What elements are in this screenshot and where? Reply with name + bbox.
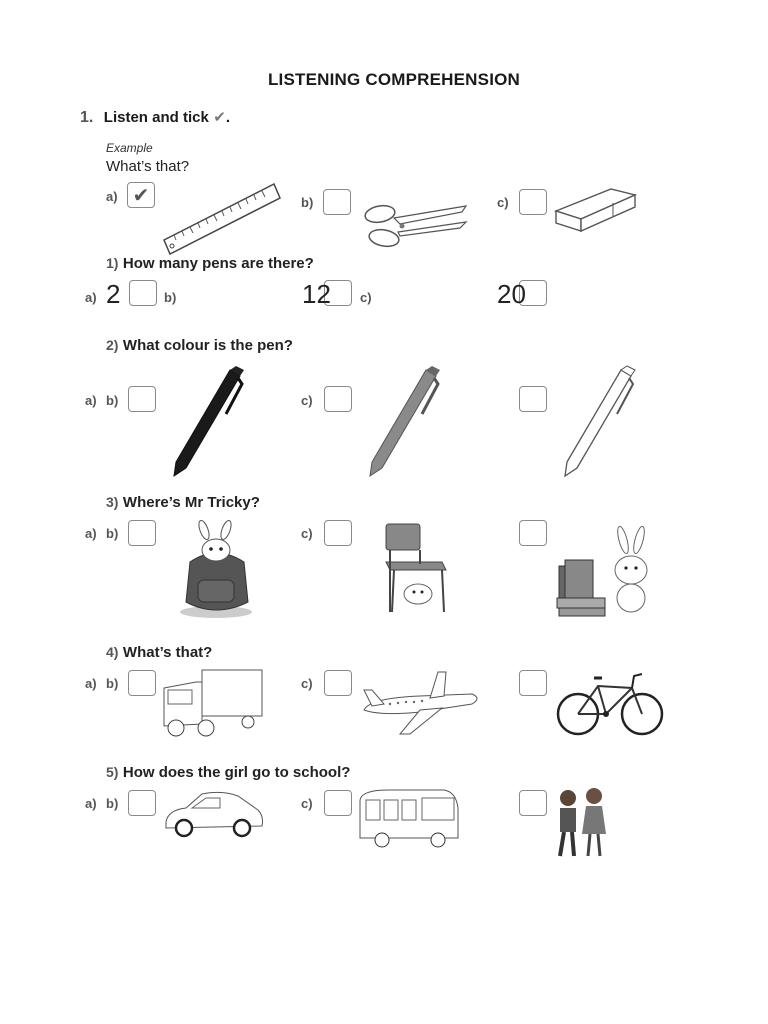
- exercise-heading: [80, 108, 230, 127]
- q4-label-a: a): [85, 676, 97, 691]
- ruler-icon: [160, 182, 285, 257]
- walking-children-icon: [552, 786, 614, 862]
- q2-label-a: a): [85, 393, 97, 408]
- q5-label-c: c): [301, 796, 313, 811]
- question-2: [106, 337, 293, 355]
- q2-checkbox-a[interactable]: [128, 386, 156, 412]
- rabbit-in-backpack-icon: [176, 522, 256, 620]
- rabbit-under-chair-icon: [380, 522, 452, 616]
- q5-label-a: a): [85, 796, 97, 811]
- q1-option-a-number: 2: [106, 279, 121, 309]
- example-label: Example: [106, 141, 153, 155]
- truck-icon: [162, 668, 266, 738]
- example-label-c: c): [497, 195, 509, 210]
- bicycle-icon: [554, 668, 666, 736]
- rabbit-beside-books-icon: [555, 526, 661, 620]
- car-icon: [162, 788, 266, 840]
- question-5: [106, 764, 350, 782]
- q1-option-b-number: 12: [302, 279, 331, 309]
- gray-pen-icon: [364, 364, 444, 480]
- q3-label-c: c): [301, 526, 313, 541]
- q3-label-b: b): [106, 526, 119, 541]
- question-2-number: 2): [106, 337, 119, 353]
- check-icon: ✔: [132, 184, 150, 207]
- page-title: LISTENING COMPREHENSION: [267, 70, 521, 89]
- question-1-text: How many pens are there?: [122, 255, 314, 272]
- exercise-instruction: Listen and tick: [103, 109, 209, 126]
- question-4: [106, 644, 212, 662]
- q1-option-c-number: 20: [497, 279, 526, 309]
- example-question: What’s that?: [106, 158, 190, 175]
- question-5-text: How does the girl go to school?: [122, 764, 351, 781]
- question-3-text: Where’s Mr Tricky?: [122, 494, 260, 511]
- q2-checkbox-c[interactable]: [519, 386, 547, 412]
- airplane-icon: [360, 668, 482, 738]
- q4-label-b: b): [106, 676, 119, 691]
- eraser-icon: [553, 185, 639, 235]
- example-checkbox-b[interactable]: [323, 189, 351, 215]
- question-2-text: What colour is the pen?: [122, 337, 293, 354]
- q2-label-b: b): [106, 393, 119, 408]
- q4-checkbox-b[interactable]: [324, 670, 352, 696]
- example-checkbox-c[interactable]: [519, 189, 547, 215]
- q5-checkbox-b[interactable]: [324, 790, 352, 816]
- question-1: [106, 255, 314, 273]
- exercise-number: 1.: [80, 109, 94, 126]
- q3-checkbox-c[interactable]: [519, 520, 547, 546]
- q3-label-a: a): [85, 526, 97, 541]
- question-4-text: What’s that?: [122, 644, 213, 661]
- white-pen-icon: [559, 364, 639, 480]
- q4-checkbox-c[interactable]: [519, 670, 547, 696]
- q5-checkbox-c[interactable]: [519, 790, 547, 816]
- example-checkbox-a[interactable]: [127, 182, 155, 208]
- q1-label-c: c): [360, 290, 372, 305]
- question-1-number: 1): [106, 255, 119, 271]
- q4-checkbox-a[interactable]: [128, 670, 156, 696]
- question-5-number: 5): [106, 764, 119, 780]
- example-label-b: b): [301, 195, 314, 210]
- q4-label-c: c): [301, 676, 313, 691]
- question-4-number: 4): [106, 644, 119, 660]
- q1-label-b: b): [164, 290, 177, 305]
- q5-checkbox-a[interactable]: [128, 790, 156, 816]
- question-3: [106, 494, 260, 512]
- tick-icon: ✔: [213, 109, 226, 126]
- q1-checkbox-a[interactable]: [129, 280, 157, 306]
- q1-label-a: a): [85, 290, 97, 305]
- bus-icon: [358, 788, 462, 850]
- q3-checkbox-b[interactable]: [324, 520, 352, 546]
- q2-label-c: c): [301, 393, 313, 408]
- q5-label-b: b): [106, 796, 119, 811]
- instruction-period: .: [225, 109, 231, 126]
- scissors-icon: [362, 200, 470, 252]
- q2-checkbox-b[interactable]: [324, 386, 352, 412]
- q3-checkbox-a[interactable]: [128, 520, 156, 546]
- example-label-a: a): [106, 189, 118, 204]
- question-3-number: 3): [106, 494, 119, 510]
- black-pen-icon: [168, 364, 248, 480]
